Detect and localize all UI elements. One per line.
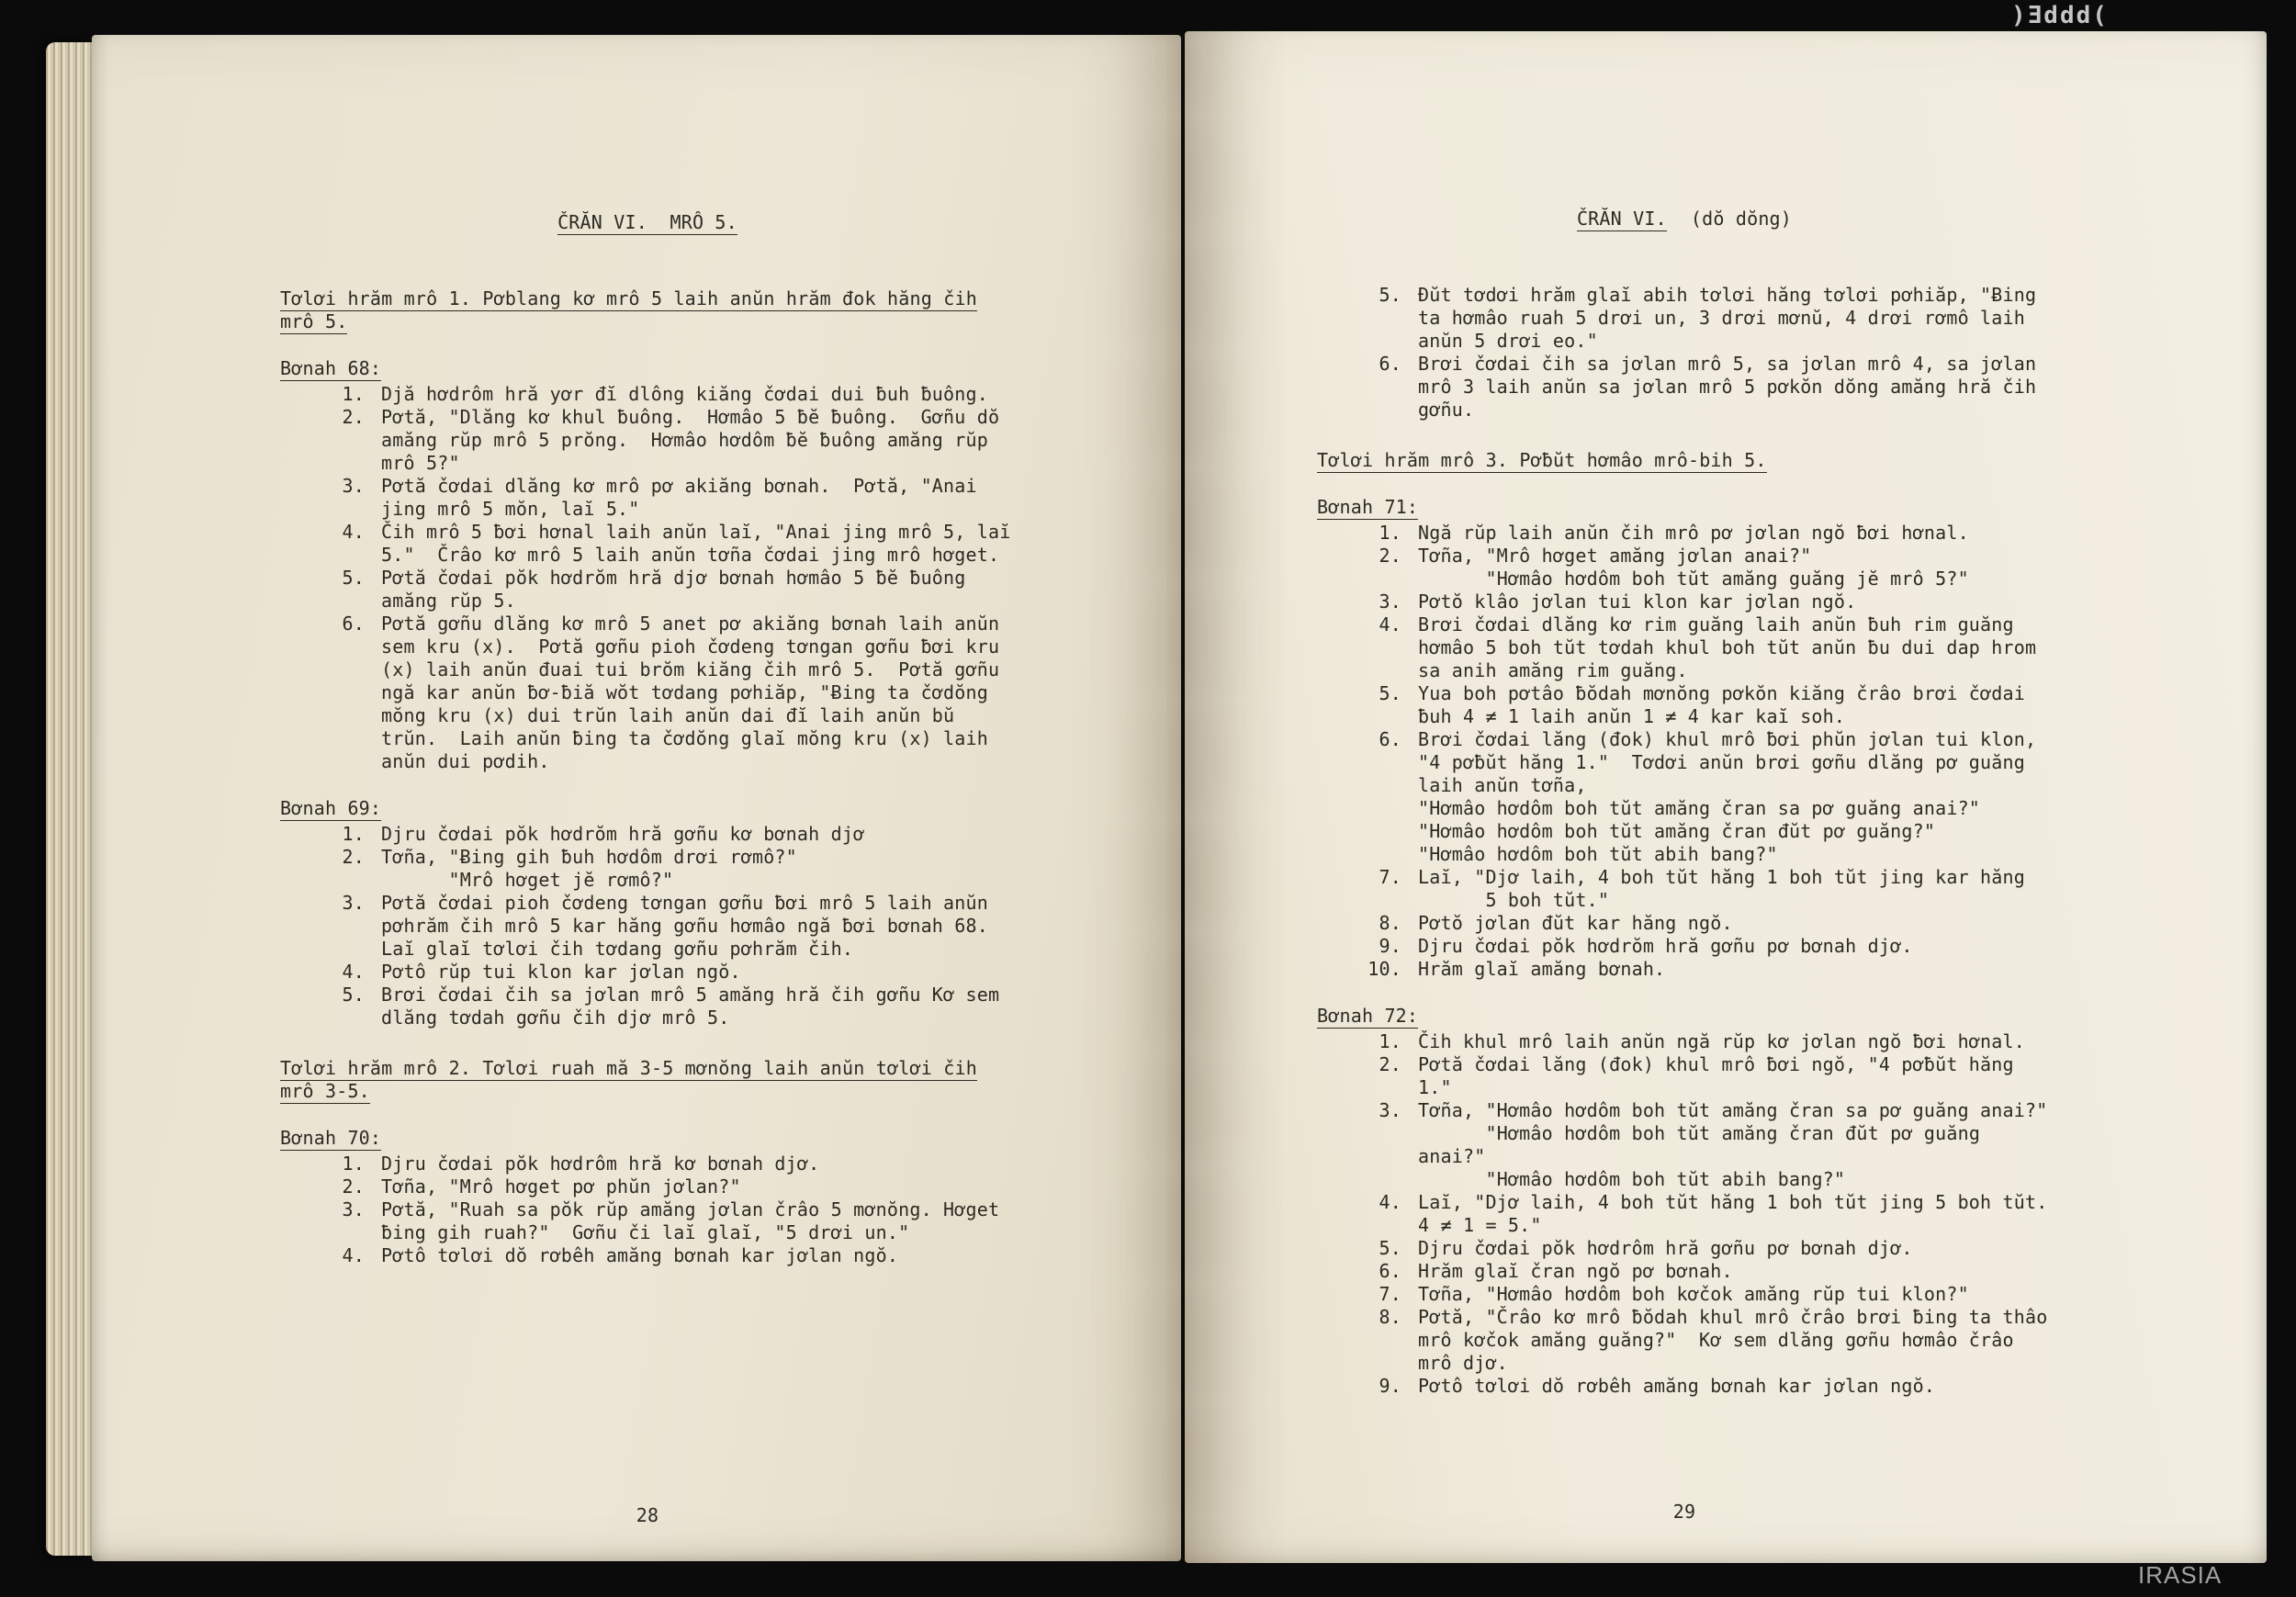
lesson-heading: [1317, 449, 2052, 472]
left-page-content: [280, 211, 1022, 1526]
item-text: Pơtă, "Ruah sa pŏk rŭp amăng jơlan črâo 5 mơnŏng. Hơget ƀing gih ruah?" Gơñu či laĭ glaĭ, "5 drơi un.": [381, 1198, 1011, 1243]
numbered-list-item: [1317, 958, 2052, 981]
numbered-list-item: [1317, 545, 2052, 590]
item-number: 1.: [1379, 1030, 1401, 1052]
chapter-title-continued-note: (dŏ dŏng): [1690, 208, 1793, 230]
item-text: Djru čơdai pŏk hơdrŏm hră gơñu kơ bơnah djơ: [381, 823, 865, 845]
item-text: Pơtô tơlơi dŏ rơbêh amăng bơnah kar jơlan ngŏ.: [381, 1244, 899, 1266]
item-number: 2.: [342, 1175, 365, 1198]
item-number: 5.: [342, 567, 365, 589]
lesson-heading-line: [280, 1057, 1015, 1080]
item-continuation-line: "Hơmâo hơdôm boh tŭt amăng čran đŭt pơ guăng?": [1418, 820, 1936, 842]
numbered-list-item: [1317, 353, 2052, 422]
item-number: 8.: [1379, 912, 1401, 934]
numbered-list-item: [1317, 1283, 2052, 1306]
item-number: 2.: [1379, 1053, 1401, 1075]
numbered-list-item: [280, 383, 1015, 406]
numbered-list-item: [280, 475, 1015, 521]
item-text: Đŭt tơdơi hrăm glaĭ abih tơlơi hăng tơlơi pơhiăp, "Ƀing ta hơmâo ruah 5 drơi un, 3 drơi mơnŭ, 4 drơi rơmô laih anŭn 5 drơi eo.": [1418, 284, 2048, 352]
item-number: 1.: [342, 1153, 365, 1175]
lesson-heading: [280, 1057, 1015, 1103]
item-number: 4.: [342, 961, 365, 983]
numbered-list-item: [1317, 866, 2052, 912]
underlined-text: mrô 3-5.: [280, 1080, 370, 1102]
item-text: Brơi čơdai čih sa jơlan mrô 5 amăng hră čih gơñu Kơ sem dlăng tơdah gơñu čih djơ mrô 5.: [381, 984, 1011, 1029]
item-text: Pơtô tơlơi dŏ rơbêh amăng bơnah kar jơlan ngŏ.: [1418, 1375, 1936, 1397]
exercise-label: [280, 797, 1015, 820]
item-continuation-line: "Hơmâo hơdôm boh tŭt amăng čran đŭt pơ guăng anai?": [1418, 1122, 1992, 1167]
lesson-heading-line: [1317, 449, 2052, 472]
item-text: Pơtă, "Dlăng kơ khul ƀuông. Hơmâo 5 ƀĕ ƀuông. Gơñu dŏ amăng rŭp mrô 5 prŏng. Hơmâo hơdôm ƀĕ ƀuông amăng rŭp mrô 5?": [381, 406, 1011, 474]
underlined-text: Tơlơi hrăm mrô 1. Pơblang kơ mrô 5 laih anŭn hrăm đok hăng čih: [280, 287, 977, 309]
underlined-text: Tơlơi hrăm mrô 2. Tơlơi ruah mă 3-5 mơnŏng laih anŭn tơlơi čih: [280, 1057, 977, 1079]
item-number: 3.: [1379, 590, 1401, 613]
item-text: Čih mrô 5 ƀơi hơnal laih anŭn laĭ, "Anai jing mrô 5, laĭ 5." Črâo kơ mrô 5 laih anŭn tơña čơdai jing mrô hơget.: [381, 521, 1022, 566]
item-continuation-line: 5 boh tŭt.": [1418, 889, 1610, 911]
item-text: Ngă rŭp laih anŭn čih mrô pơ jơlan ngŏ ƀơi hơnal.: [1418, 522, 1969, 544]
item-number: 6.: [1379, 353, 1401, 375]
right-page-blocks: [1317, 284, 2059, 1398]
item-continuation-line: "Mrô hơget jĕ rơmô?": [381, 869, 674, 891]
item-number: 5.: [1379, 682, 1401, 704]
item-number: 3.: [342, 1198, 365, 1220]
numbered-list-item: [1317, 284, 2052, 353]
item-number: 1.: [342, 823, 365, 845]
left-page-blocks: [280, 287, 1022, 1267]
numbered-list-item: [280, 846, 1015, 892]
item-continuation-line: 4 ≠ 1 = 5.": [1418, 1214, 1542, 1236]
item-text: Pơtŏ klâo jơlan tui klon kar jơlan ngŏ.: [1418, 590, 1857, 613]
numbered-list-item: [280, 892, 1015, 961]
lesson-heading: [280, 287, 1015, 333]
numbered-list-item: [280, 984, 1015, 1029]
item-continuation-line: "Hơmâo hơdôm boh tŭt amăng guăng jĕ mrô 5?": [1418, 568, 1969, 590]
item-text: Pơtŏ jơlan đŭt kar hăng ngŏ.: [1418, 912, 1733, 934]
underlined-text: Tơlơi hrăm mrô 3. Pơƀŭt hơmâo mrô-bih 5.: [1317, 449, 1767, 471]
bleed-through-text: )Ǝddd(: [2011, 2, 2109, 29]
item-number: 6.: [342, 613, 365, 635]
item-number: 4.: [1379, 1191, 1401, 1213]
numbered-list-item: [1317, 1191, 2052, 1237]
underlined-text: Bơnah 70:: [280, 1127, 382, 1149]
item-text: Djru čơdai pŏk hơdrôm hră gơñu pơ bơnah djơ.: [1418, 1237, 1913, 1259]
item-number: 6.: [1379, 728, 1401, 750]
item-continuation-line: "Hơmâo hơdôm boh tŭt amăng čran sa pơ guăng anai?": [1418, 797, 1981, 819]
item-text: Pơtă čơdai dlăng kơ mrô pơ akiăng bơnah. Pơtă, "Anai jing mrô 5 mŏn, laĭ 5.": [381, 475, 989, 520]
chapter-title-right: ČRĂN VI.: [1576, 208, 1667, 230]
item-text: Djă hơdrôm hră yơr đĭ dlông kiăng čơdai dui ƀuh ƀuông.: [381, 383, 989, 405]
item-number: 5.: [1379, 1237, 1401, 1259]
numbered-list-item: [1317, 682, 2052, 728]
numbered-list-item: [280, 613, 1015, 773]
lesson-heading-line: [280, 310, 1015, 333]
item-number: 5.: [1379, 284, 1401, 306]
item-text: Čih khul mrô laih anŭn ngă rŭp kơ jơlan ngŏ ƀơi hơnal.: [1418, 1030, 2026, 1052]
item-number: 3.: [1379, 1099, 1401, 1121]
exercise-label: [280, 1127, 1015, 1150]
item-number: 9.: [1379, 1375, 1401, 1397]
numbered-list-item: [1317, 1237, 2052, 1260]
numbered-list-item: [1317, 1099, 2052, 1191]
item-text: Brơi čơdai lăng (đok) khul mrô ƀơi phŭn jơlan tui klon, "4 pơƀŭt hăng 1." Tơdơi anŭn brơi gơñu dlăng pơ guăng laih anŭn tơña, "Hơmâo hơdôm boh tŭt amăng čran sa pơ guăng anai?" "Hơmâo hơdôm boh tŭt amăng čran đŭt pơ guăng?" "Hơmâo hơdôm boh tŭt abih bang?": [1418, 728, 2052, 866]
underlined-text: Bơnah 72:: [1317, 1005, 1419, 1027]
item-number: 7.: [1379, 1283, 1401, 1305]
item-number: 2.: [1379, 545, 1401, 567]
item-text: Hrăm glaĭ amăng bơnah.: [1418, 958, 1666, 980]
item-text: Tơña, "Ƀing gih ƀuh hơdôm drơi rơmô?" "Mrô hơget jĕ rơmô?": [381, 846, 1015, 892]
item-number: 6.: [1379, 1260, 1401, 1282]
exercise-label: [1317, 496, 2052, 519]
numbered-list-item: [280, 1198, 1015, 1244]
item-text: Yua boh pơtâo ƀŏdah mơnŏng pơkŏn kiăng črâo brơi čơdai ƀuh 4 ≠ 1 laih anŭn 1 ≠ 4 kar kaĭ soh.: [1418, 682, 2037, 727]
item-number: 2.: [342, 406, 365, 428]
numbered-list-item: [1317, 1053, 2052, 1099]
item-number: 4.: [1379, 613, 1401, 635]
item-number: 7.: [1379, 866, 1401, 888]
numbered-list-item: [280, 567, 1015, 613]
item-text: Pơtă gơñu dlăng kơ mrô 5 anet pơ akiăng bơnah laih anŭn sem kru (x). Pơtă gơñu pioh čơdeng tơngan gơñu ƀơi kru (x) laih anŭn đuai tui brŏm kiăng čih mrô 5. Pơtă gơñu ngă kar anŭn ƀơ-ƀiă wŏt tơdang pơhiăp, "Ƀing ta čơdŏng mŏng kru (x) dui trŭn laih anŭn dai đĭ laih anŭn bŭ trŭn. Laih anŭn ƀing ta čơdŏng glaĭ mŏng kru (x) laih anŭn dui pơdih.: [381, 613, 1011, 772]
item-number: 10.: [1367, 958, 1401, 980]
item-text: Tơña, "Mrô hơget amăng jơlan anai?" "Hơmâo hơdôm boh tŭt amăng guăng jĕ mrô 5?": [1418, 545, 2052, 590]
item-text: Pơtă čơdai pŏk hơdrŏm hră djơ bơnah hơmâo 5 ƀĕ ƀuông amăng rŭp 5.: [381, 567, 977, 612]
right-page-content: [1317, 208, 2059, 1523]
underlined-text: Bơnah 71:: [1317, 496, 1419, 518]
right-page-title: [1317, 208, 2052, 231]
item-text: Pơtă čơdai pioh čơdeng tơngan gơñu ƀơi mrô 5 laih anŭn pơhrăm čih mrô 5 kar hăng gơñu hơmâo ngă ƀơi bơnah 68. Laĭ glaĭ tơlơi čih tơdang gơñu pơhrăm čih.: [381, 892, 1011, 960]
item-number: 9.: [1379, 935, 1401, 957]
item-number: 4.: [342, 1244, 365, 1266]
item-text: Tơña, "Hơmâo hơdôm boh kơčok amăng rŭp tui klon?": [1418, 1283, 1969, 1305]
item-number: 1.: [342, 383, 365, 405]
left-page: [92, 35, 1181, 1561]
numbered-list-item: [1317, 522, 2052, 545]
numbered-list-item: [1317, 728, 2052, 866]
exercise-label: [1317, 1005, 2052, 1028]
underlined-text: Bơnah 68:: [280, 357, 382, 379]
numbered-list-item: [280, 1153, 1015, 1175]
item-text: Brơi čơdai dlăng kơ rim guăng laih anŭn ƀuh rim guăng hơmâo 5 boh tŭt tơdah khul boh tŭt anŭn ƀu dui dap hrom sa anih amăng rim guăng.: [1418, 613, 2048, 681]
page-stack-edges: [46, 42, 94, 1556]
item-text: Djru čơdai pŏk hơdrôm hră kơ bơnah djơ.: [381, 1153, 820, 1175]
item-text: Pơtă, "Črâo kơ mrô ƀŏdah khul mrô črâo brơi ƀing ta thâo mrô kơčok amăng guăng?" Kơ sem dlăng gơñu hơmâo črâo mrô djơ.: [1418, 1306, 2059, 1374]
underlined-text: Bơnah 69:: [280, 797, 382, 819]
numbered-list-item: [280, 961, 1015, 984]
right-page: [1185, 31, 2267, 1563]
item-text: Djru čơdai pŏk hơdrŏm hră gơñu pơ bơnah djơ.: [1418, 935, 1913, 957]
item-number: 4.: [342, 521, 365, 543]
item-text: Pơtô rŭp tui klon kar jơlan ngŏ.: [381, 961, 741, 983]
item-text: Laĭ, "Djơ laih, 4 boh tŭt hăng 1 boh tŭt jing 5 boh tŭt. 4 ≠ 1 = 5.": [1418, 1191, 2052, 1237]
lesson-heading-line: [280, 287, 1015, 310]
chapter-title-left: ČRĂN VI. MRÔ 5.: [557, 211, 737, 233]
item-number: 3.: [342, 475, 365, 497]
item-text: Tơña, "Mrô hơget pơ phŭn jơlan?": [381, 1175, 741, 1198]
item-number: 1.: [1379, 522, 1401, 544]
numbered-list-item: [1317, 1260, 2052, 1283]
left-page-number: 28: [636, 1504, 659, 1526]
left-page-title: [280, 211, 1015, 234]
item-number: 3.: [342, 892, 365, 914]
numbered-list-item: [1317, 1306, 2059, 1375]
item-number: 2.: [342, 846, 365, 868]
right-page-number: 29: [1672, 1501, 1696, 1523]
numbered-list-item: [1317, 935, 2052, 958]
lesson-heading-line: [280, 1080, 1015, 1103]
irasia-watermark: IRASIA: [2138, 1561, 2223, 1589]
item-number: 5.: [342, 984, 365, 1006]
numbered-list-item: [1317, 590, 2052, 613]
numbered-list-item: [280, 1244, 1015, 1267]
numbered-list-item: [1317, 613, 2052, 682]
numbered-list-item: [280, 823, 1015, 846]
item-text: Brơi čơdai čih sa jơlan mrô 5, sa jơlan mrô 4, sa jơlan mrô 3 laih anŭn sa jơlan mrô 5 pơkŏn dŏng amăng hră čih gơñu.: [1418, 353, 2048, 421]
item-continuation-line: "Hơmâo hơdôm boh tŭt abih bang?": [1418, 1168, 1846, 1190]
exercise-label: [280, 357, 1015, 380]
item-continuation-line: "Hơmâo hơdôm boh tŭt abih bang?": [1418, 843, 1778, 865]
item-text: Tơña, "Hơmâo hơdôm boh tŭt amăng čran sa pơ guăng anai?" "Hơmâo hơdôm boh tŭt amăng čran đŭt pơ guăng anai?" "Hơmâo hơdôm boh tŭt abih bang?": [1418, 1099, 2052, 1191]
numbered-list-item: [280, 521, 1022, 567]
numbered-list-item: [1317, 1030, 2052, 1053]
numbered-list-item: [1317, 1375, 2052, 1398]
item-text: Hrăm glaĭ čran ngŏ pơ bơnah.: [1418, 1260, 1733, 1282]
underlined-text: mrô 5.: [280, 310, 348, 332]
numbered-list-item: [280, 406, 1015, 475]
numbered-list-item: [280, 1175, 1015, 1198]
item-text: Laĭ, "Djơ laih, 4 boh tŭt hăng 1 boh tŭt jing kar hăng 5 boh tŭt.": [1418, 866, 2052, 912]
numbered-list-item: [1317, 912, 2052, 935]
item-number: 8.: [1379, 1306, 1401, 1328]
item-text: Pơtă čơdai lăng (đok) khul mrô ƀơi ngŏ, "4 pơƀŭt hăng 1.": [1418, 1053, 2026, 1098]
